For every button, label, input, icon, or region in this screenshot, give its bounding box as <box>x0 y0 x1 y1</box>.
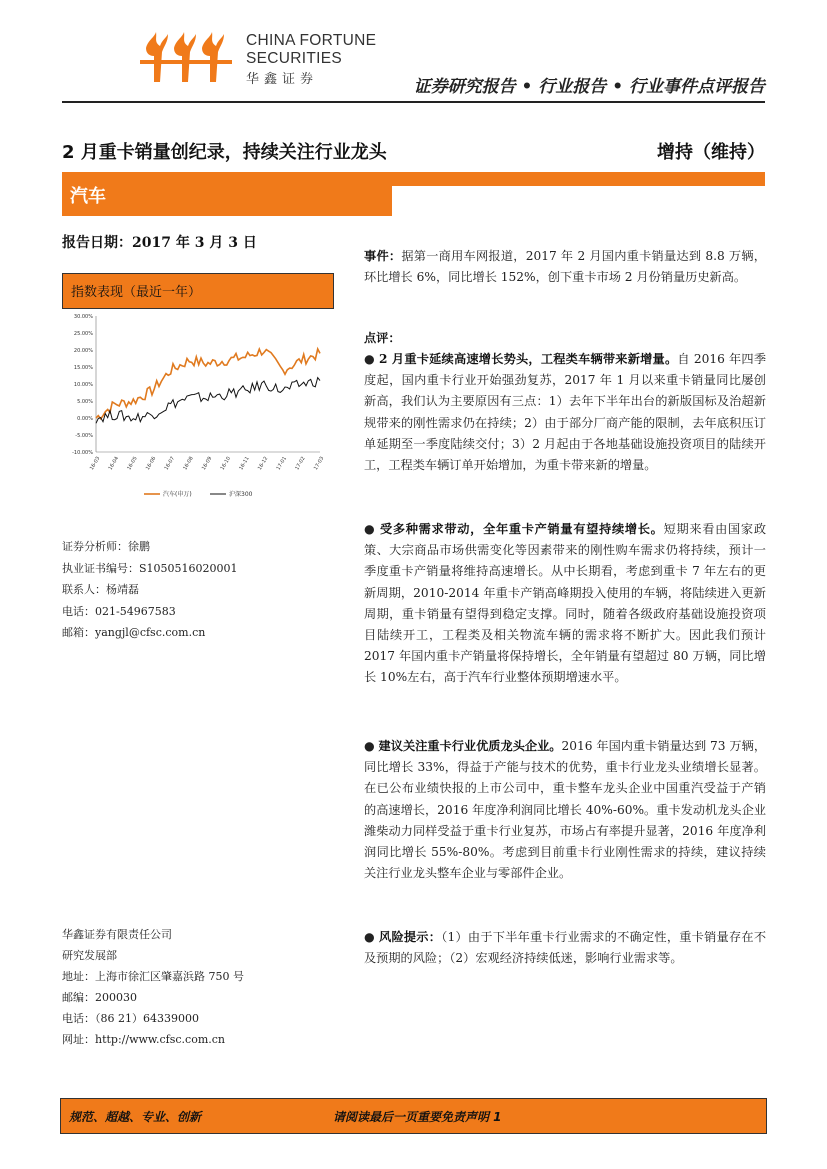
point-text: 短期来看由国家政策、大宗商品市场供需变化等因素带来的刚性购车需求仍将持续，预计一季度重卡产销量将维持高速增长。从中长期看，考虑到重卡 7 年左右的更新周期，2010-2014 年重卡产销高峰期投入使用的车辆，将陆续进入更新周期，重卡销量有望得到稳定支撑。同时，随着各级政府基础设施投资项目陆续开工，工程类及相关物流车辆的需求将不断扩大。因此我们预计 2017 年国内重卡产销量将保持增长，全年销量有望超过 80 万辆，同比增长 10%左右，高于汽车行业整体预期增速水平。 <box>364 522 767 685</box>
x-tick-label: 16-03 <box>88 455 102 472</box>
y-tick-label: -10.00% <box>72 450 93 456</box>
performance-box <box>62 273 334 309</box>
x-tick-label: 16-06 <box>144 455 158 472</box>
x-tick-label: 16-05 <box>126 455 139 472</box>
company-address: 地址：上海市徐汇区肇嘉浜路 750 号 <box>62 970 244 983</box>
x-tick-label: 16-12 <box>256 455 270 472</box>
x-tick-label: 16-07 <box>163 455 177 472</box>
series-line-hs300 <box>96 378 320 424</box>
analyst-license: 执业证书编号：S1050516020001 <box>62 561 238 575</box>
page-footer <box>60 1098 767 1134</box>
point-1 <box>364 349 766 476</box>
series-line-auto-index <box>96 349 320 419</box>
point-heading: 建议关注重卡行业优质龙头企业。 <box>378 739 562 753</box>
contact-person: 联系人：杨靖磊 <box>62 583 139 596</box>
y-tick-label: 5.00% <box>77 399 93 405</box>
x-tick-label: 17-03 <box>312 455 326 472</box>
point-text: （1）由于下半年重卡行业需求的不确定性，重卡销量存在不及预期的风险；（2）宏观经济持续低迷，影响行业需求等。 <box>364 930 767 966</box>
y-tick-label: 0.00% <box>77 416 93 422</box>
rating: 增持（维持） <box>657 142 765 163</box>
company-name: 华鑫证券有限责任公司 <box>62 928 172 941</box>
y-tick-label: 10.00% <box>73 382 93 388</box>
footer-slogan: 规范、超越、专业、创新 <box>69 1110 202 1124</box>
legend-label: 汽车(申万) <box>163 491 192 498</box>
company-web: 网址：http://www.cfsc.com.cn <box>62 1033 226 1046</box>
point-text: 2016 年国内重卡销量达到 73 万辆，同比增长 33%，得益于产能与技术的优势，重卡行业龙头业绩增长显著。在已公布业绩快报的上市公司中，重卡整车龙头企业中国重汽受益于产销的高速增长，2016 年度净利润同比增长 40%-60%。重卡发动机龙头企业潍柴动力同样受益于重卡行业复苏，市场占有率提升显著，2016 年度净利润同比增长 55%-80%。考虑到目前重卡行业刚性需求的持续，建议持续关注行业龙头整车企业与零部件企业。 <box>364 739 767 881</box>
company-phone: 电话：（86 21）64339000 <box>62 1012 199 1025</box>
x-tick-label: 16-11 <box>238 455 251 472</box>
sector-banner <box>62 172 765 216</box>
x-tick-label: 16-08 <box>182 455 195 472</box>
y-tick-label: -5.00% <box>75 433 93 439</box>
point-3 <box>364 736 766 884</box>
y-tick-label: 30.00% <box>73 314 93 320</box>
brand-name-cn: 华鑫证券 <box>246 72 319 87</box>
y-tick-label: 20.00% <box>73 348 93 354</box>
point-heading: 2 月重卡延续高速增长势头，工程类车辆带来新增量。 <box>378 352 678 366</box>
x-tick-label: 16-04 <box>107 455 121 472</box>
bullet-icon: ● <box>364 522 376 536</box>
legend-label: 沪深300 <box>229 491 253 498</box>
event-section <box>364 246 766 288</box>
header-divider <box>62 101 765 103</box>
sector-label: 汽车 <box>70 186 106 207</box>
chart-svg <box>62 306 334 506</box>
point-4 <box>364 927 766 969</box>
report-type: 证券研究报告 • 行业报告 • 行业事件点评报告 <box>413 77 765 97</box>
x-tick-label: 17-02 <box>294 455 307 472</box>
event-text: 据第一商用车网报道，2017 年 2 月国内重卡销量达到 8.8 万辆，环比增长 6%，同比增长 152%，创下重卡市场 2 月份销量历史新高。 <box>364 249 766 285</box>
y-tick-label: 15.00% <box>73 365 93 371</box>
analyst-email: 邮箱：yangjl@cfsc.com.cn <box>62 626 206 639</box>
fortune-logo-icon <box>140 30 240 86</box>
x-tick-label: 16-09 <box>200 455 214 472</box>
report-title: 2 月重卡销量创纪录，持续关注行业龙头 <box>62 142 387 163</box>
analyst-phone: 电话：021-54967583 <box>62 604 176 618</box>
footer-disclaimer: 请阅读最后一页重要免责声明 1 <box>333 1110 502 1124</box>
performance-label: 指数表现（最近一年） <box>71 285 202 300</box>
company-zip: 邮编：200030 <box>62 991 137 1004</box>
y-tick-label: 25.00% <box>73 331 93 337</box>
bullet-icon: ● <box>364 352 375 366</box>
brand-name-en: CHINA FORTUNE SECURITIES <box>246 32 377 67</box>
bullet-icon: ● <box>364 739 375 753</box>
index-performance-chart <box>62 306 334 506</box>
event-label: 事件： <box>364 249 402 263</box>
x-tick-label: 17-01 <box>275 455 289 472</box>
x-tick-label: 16-10 <box>219 455 233 472</box>
comment-label: 点评： <box>364 331 401 345</box>
point-text: 自 2016 年四季度起，国内重卡行业开始强劲复苏，2017 年 1 月以来重卡销量同比屡创新高，我们认为主要原因有三点：1）去年下半年出台的新版国标及治超新规带来的刚性需求仍在持续；2）由于部分厂商产能的限制，去年底积压订单延期至一季度陆续交付；3）2 月起由于各地基础设施投资项目的陆续开工，工程类车辆订单开始增加，为重卡带来新的增量。 <box>364 352 767 473</box>
company-info <box>62 924 244 1050</box>
company-logo <box>140 28 380 88</box>
point-heading: 风险提示： <box>379 930 442 944</box>
point-heading: 受多种需求带动，全年重卡产销量有望持续增长。 <box>379 522 664 536</box>
analyst-info <box>62 536 238 644</box>
company-dept: 研究发展部 <box>62 949 117 962</box>
point-2 <box>364 519 766 689</box>
analyst-name: 证券分析师：徐鹏 <box>62 540 150 553</box>
report-date: 报告日期：2017 年 3 月 3 日 <box>62 235 257 251</box>
bullet-icon: ● <box>364 930 375 944</box>
